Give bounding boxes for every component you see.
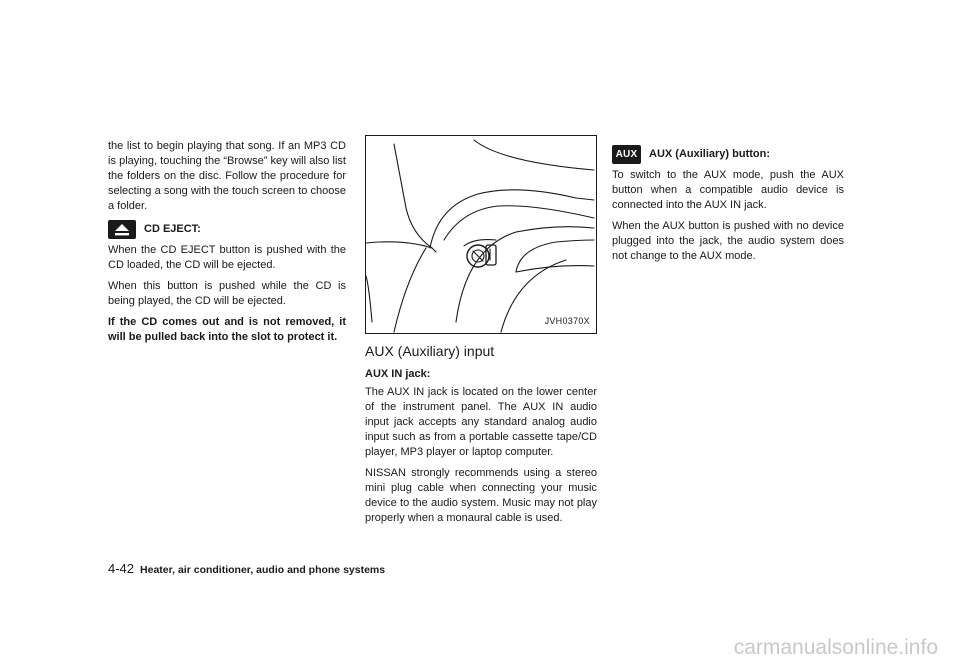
column-left <box>108 139 346 351</box>
aux-jack-illustration <box>365 135 597 334</box>
figure-code: JVH0370X <box>544 316 590 326</box>
column-middle <box>365 135 597 532</box>
cd-eject-paragraph-2: When this button is pushed while the CD is being played, the CD will be ejected. <box>108 280 346 307</box>
page-footer <box>108 561 385 576</box>
page-number: 4-42 <box>108 561 135 576</box>
aux-in-jack-heading: AUX IN jack: <box>365 368 431 380</box>
column-right <box>612 145 844 270</box>
cd-eject-warning: If the CD comes out and is not removed, it will be pulled back into the slot to protect it. <box>108 316 346 343</box>
cd-eject-paragraph-1: When the CD EJECT button is pushed with the CD loaded, the CD will be ejected. <box>108 244 346 271</box>
watermark: carmanualsonline.info <box>733 636 938 659</box>
eject-icon <box>108 220 136 239</box>
intro-paragraph: the list to begin playing that song. If an MP3 CD is playing, touching the “Browse” key will also list the folders on the disc. Follow the procedure for selecting a song with the touch screen to choose a folder. <box>108 140 346 212</box>
aux-button-heading: AUX (Auxiliary) button: <box>649 148 770 160</box>
aux-in-jack-paragraph-1: The AUX IN jack is located on the lower center of the instrument panel. The AUX IN audio input jack accepts any standard analog audio input such as from a portable cassette tape/CD player, MP3 player or laptop computer. <box>365 386 597 458</box>
cd-eject-heading-row <box>108 220 346 239</box>
chapter-title: Heater, air conditioner, audio and phone systems <box>140 564 386 576</box>
aux-in-jack-paragraph-2: NISSAN strongly recommends using a stereo mini plug cable when connecting your music device to the audio system. Music may not play properly when a monaural cable is used. <box>365 467 597 524</box>
dashboard-drawing <box>366 136 596 333</box>
section-title: AUX (Auxiliary) input <box>365 343 495 359</box>
aux-button-paragraph-2: When the AUX button is pushed with no device plugged into the jack, the audio system does not change to the AUX mode. <box>612 220 844 262</box>
aux-icon: AUX <box>612 145 641 164</box>
aux-button-heading-row <box>612 145 844 164</box>
cd-eject-heading: CD EJECT: <box>144 223 201 235</box>
aux-button-paragraph-1: To switch to the AUX mode, push the AUX button when a compatible audio device is connected into the AUX IN jack. <box>612 169 844 211</box>
